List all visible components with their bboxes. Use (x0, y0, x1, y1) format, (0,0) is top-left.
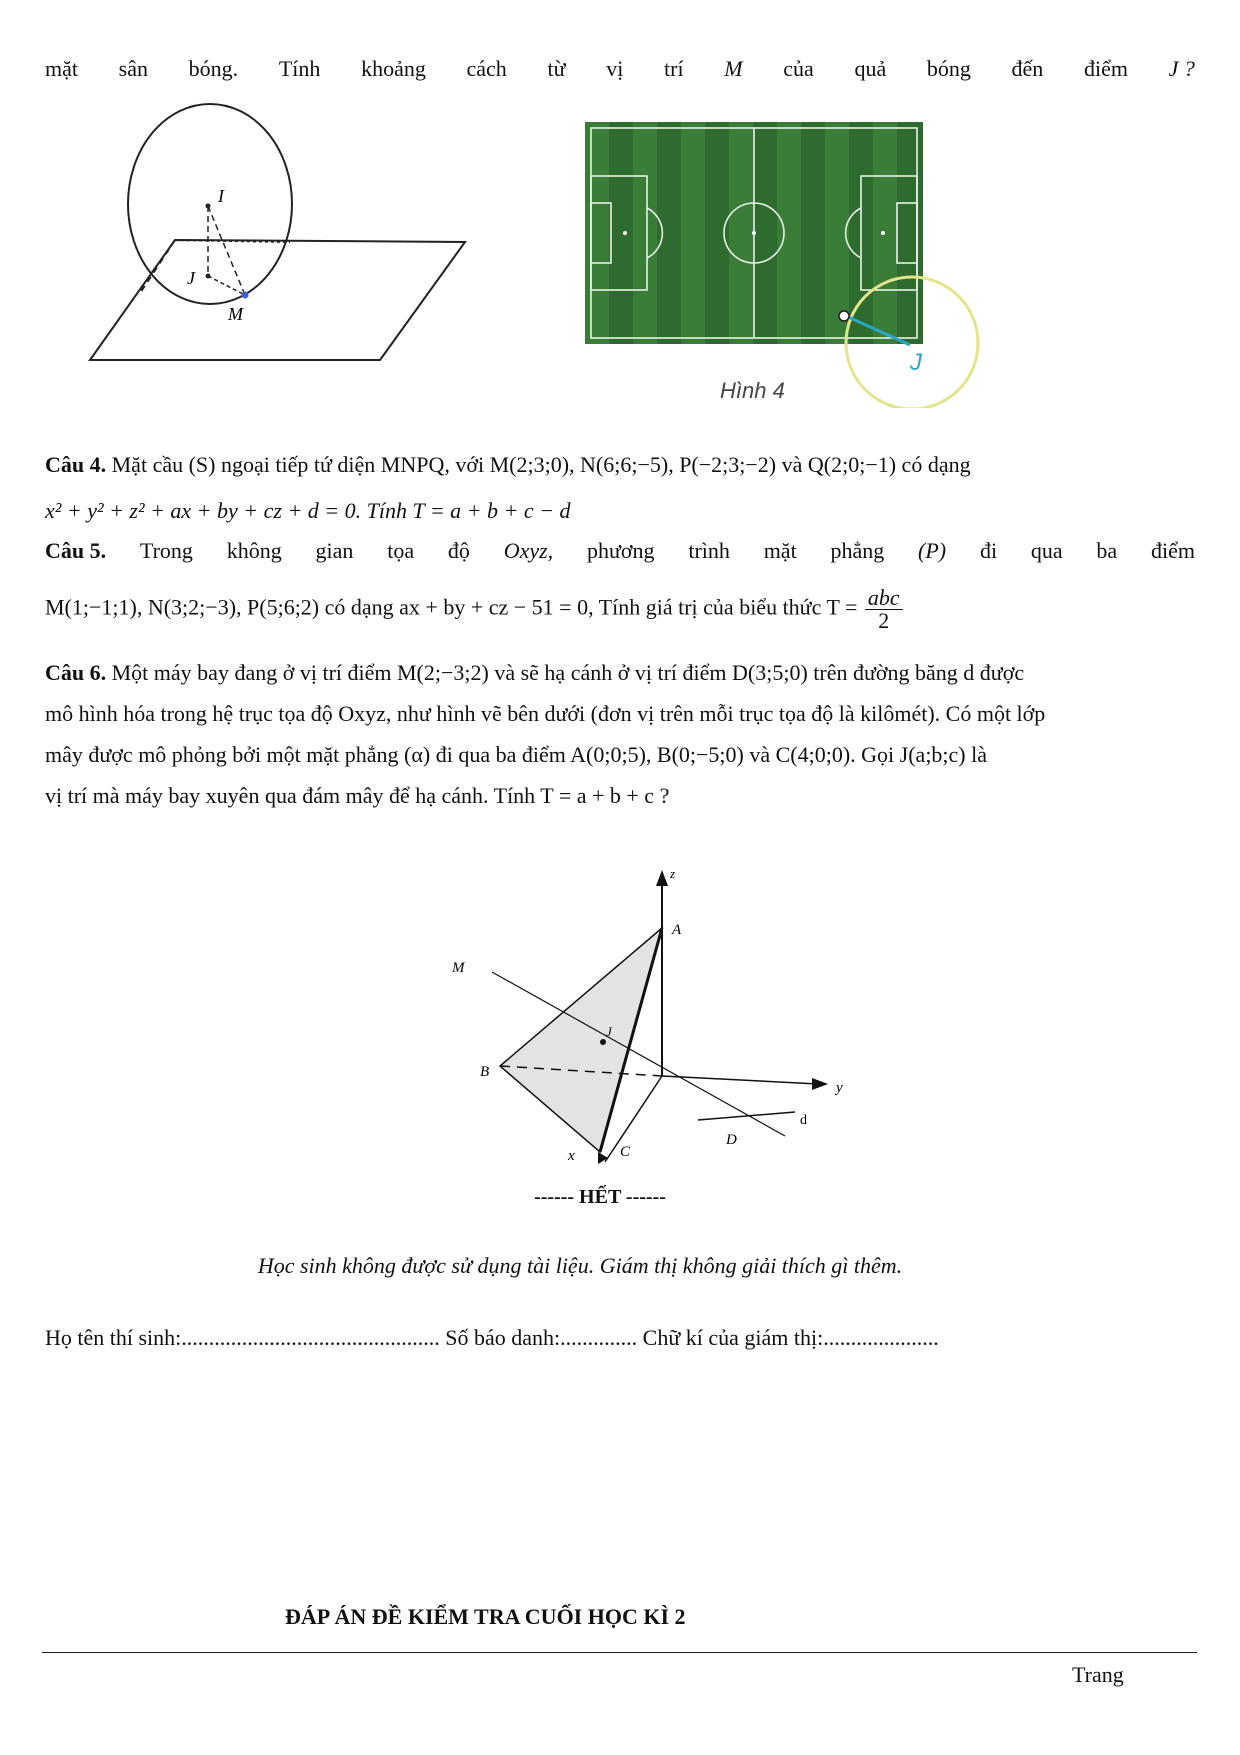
axes-label-d: d (800, 1113, 807, 1128)
top-line (45, 56, 1195, 82)
question-6 (45, 652, 1195, 816)
axes-label-D: D (726, 1132, 737, 1148)
word: từ (547, 56, 566, 81)
footer-rule (42, 1652, 1197, 1653)
word: qua (1030, 538, 1063, 563)
signature-line: Họ tên thí sinh:............................................... Số báo danh:.............. Chữ kí của giám thị:..................... (45, 1325, 939, 1350)
word: điểm (1083, 56, 1128, 81)
word: cách (466, 56, 507, 81)
answer-title: ĐÁP ÁN ĐỀ KIỂM TRA CUỐI HỌC KÌ 2 (285, 1604, 686, 1629)
q5-fraction (865, 587, 903, 632)
word: điểm (1150, 538, 1195, 563)
end-mark: ------ HẾT ------ (534, 1186, 666, 1208)
word: vị (606, 56, 624, 81)
word: J ? (1168, 56, 1195, 81)
word: phương (586, 538, 655, 563)
q4-text2: x² + y² + z² + ax + by + cz + d = 0. Tính T = a + b + c − d (45, 498, 571, 523)
word: đi (979, 538, 998, 563)
exam-note: Học sinh không được sử dụng tài liệu. Giám thị không giải thích gì thêm. (257, 1253, 903, 1278)
word: trí (664, 56, 684, 81)
word: Tính (278, 56, 321, 81)
q5-frac-num: abc (865, 587, 903, 610)
q5-line2 (45, 587, 1195, 632)
q6-label: Câu 6. (45, 660, 107, 685)
q4-label: Câu 4. (45, 452, 107, 477)
label-J: J (187, 268, 195, 288)
axes-label-B: B (480, 1064, 490, 1080)
axes-label-A: A (672, 922, 682, 938)
word: Trong (139, 538, 193, 563)
word: của (783, 56, 814, 81)
word: (P) (918, 538, 947, 563)
q6-text2: mô hình hóa trong hệ trục tọa độ Oxyz, như hình vẽ bên dưới (đơn vị trên mỗi trục tọa độ là kilômét). Có một lớp (45, 701, 1046, 726)
word: bóng (926, 56, 971, 81)
q5-frac-den: 2 (878, 608, 890, 633)
q5-text2: M(1;−1;1), N(3;2;−3), P(5;6;2) có dạng ax + by + cz − 51 = 0, Tính giá trị của biểu thức T = (45, 594, 858, 620)
q5-line1 (45, 538, 1195, 564)
word: sân (118, 56, 148, 81)
q6-text1: Một máy bay đang ở vị trí điểm M(2;−3;2) và sẽ hạ cánh ở vị trí điểm D(3;5;0) trên đường băng d được (111, 660, 1025, 685)
word: khoảng (361, 56, 426, 81)
axes-plane-figure (440, 862, 860, 1172)
word: tọa (387, 538, 415, 563)
q5-label: Câu 5. (45, 538, 107, 563)
word: đến (1011, 56, 1044, 81)
football-field-figure (580, 98, 980, 408)
sphere-plane-figure (80, 98, 580, 398)
axes-label-M: M (452, 960, 465, 976)
q6-text4: vị trí mà máy bay xuyên qua đám mây để hạ cánh. Tính T = a + b + c ? (45, 783, 670, 808)
axes-label-C: C (620, 1144, 631, 1160)
q4-equation (45, 498, 1195, 524)
word: Oxyz, (503, 538, 554, 563)
word: quả (854, 56, 887, 81)
axes-label-z: z (670, 866, 676, 881)
word: độ (447, 538, 470, 563)
word: phẳng (830, 538, 885, 563)
word: trình (688, 538, 730, 563)
word: mặt (45, 56, 78, 81)
axes-label-J: J (606, 1024, 612, 1039)
field-label-J: J (910, 349, 922, 376)
label-I: I (218, 186, 224, 206)
q4-text1: Mặt cầu (S) ngoại tiếp tứ diện MNPQ, với M(2;3;0), N(6;6;−5), P(−2;3;−2) và Q(2;0;−1) có dạng (111, 452, 971, 477)
label-M: M (228, 304, 243, 324)
question-4 (45, 448, 1195, 481)
q6-text3: mây được mô phỏng bởi một mặt phẳng (α) đi qua ba điểm A(0;0;5), B(0;−5;0) và C(4;0;0). Gọi J(a;b;c) là (45, 742, 988, 767)
word: ba (1096, 538, 1118, 563)
axes-label-x: x (568, 1148, 575, 1164)
footer-page: Trang (1072, 1662, 1124, 1687)
word: bóng. (188, 56, 239, 81)
axes-label-y: y (836, 1080, 843, 1096)
word: không (226, 538, 282, 563)
figure-caption: Hình 4 (720, 378, 785, 403)
word: M (724, 56, 743, 81)
word: mặt (763, 538, 797, 563)
word: gian (315, 538, 354, 563)
